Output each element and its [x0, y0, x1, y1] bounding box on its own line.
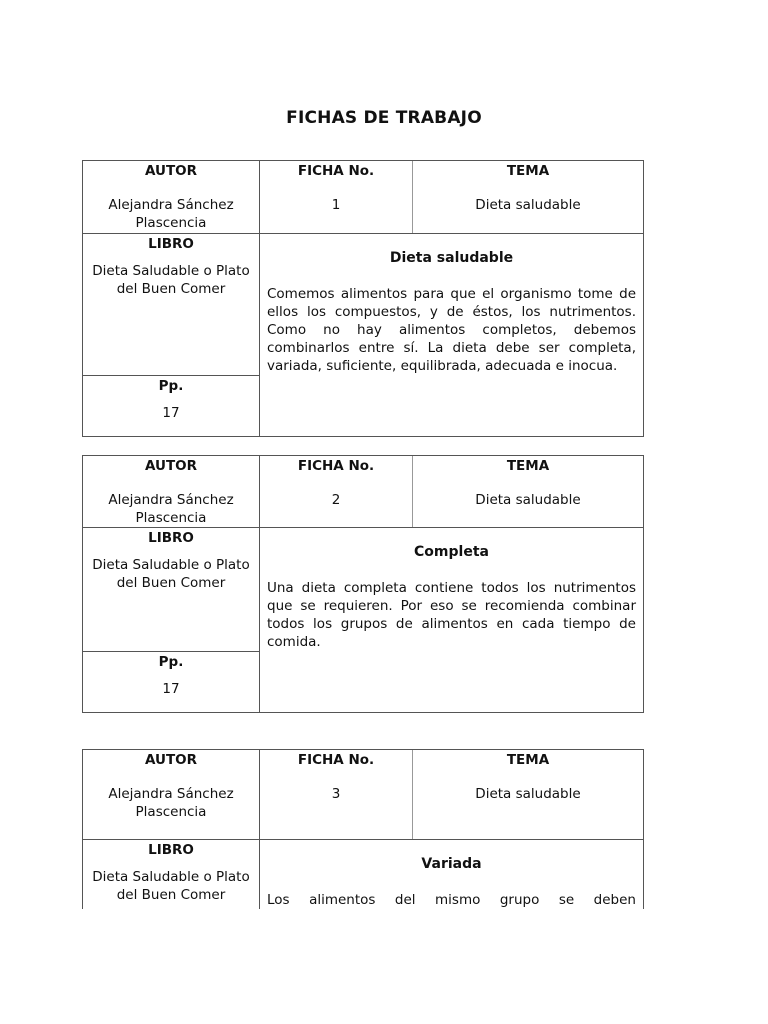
pp-value: 17 — [162, 405, 180, 421]
autor-cell — [83, 456, 260, 527]
content-text: Comemos alimentos para que el organismo tome de ellos los compuestos, y de éstos, los nutrimentos. Como no hay alimentos completos, debemos combinarlos entre sí. La dieta debe ser completa, variada, suficiente, equilibrada, adecuada e inocua. — [267, 286, 636, 374]
autor-cell — [83, 161, 260, 233]
ficha-card-1 — [82, 160, 644, 437]
autor-value: Alejandra Sánchez Plascencia — [108, 197, 234, 231]
tema-cell — [413, 456, 643, 527]
libro-cell — [83, 840, 259, 909]
content-subtitle: Dieta saludable — [389, 250, 514, 266]
tema-value: Dieta saludable — [475, 786, 581, 802]
ficha-value: 1 — [331, 197, 341, 213]
ficha-card-3 — [82, 749, 644, 909]
tema-value: Dieta saludable — [475, 197, 581, 213]
libro-cell — [83, 234, 259, 376]
autor-label: AUTOR — [144, 163, 198, 179]
content-text: Una dieta completa contiene todos los nutrimentos que se requieren. Por eso se recomienda combinar todos los grupos de alimentos en cada tiempo de comida. — [267, 580, 636, 650]
ficha-cell — [260, 750, 413, 839]
libro-value: Dieta Saludable o Plato del Buen Comer — [92, 869, 250, 903]
ficha-card-2 — [82, 455, 644, 713]
autor-label: AUTOR — [144, 752, 198, 768]
ficha-label: FICHA No. — [297, 163, 375, 179]
tema-value: Dieta saludable — [475, 492, 581, 508]
ficha-cell — [260, 161, 413, 233]
libro-value: Dieta Saludable o Plato del Buen Comer — [92, 263, 250, 297]
tema-cell — [413, 161, 643, 233]
libro-value: Dieta Saludable o Plato del Buen Comer — [92, 557, 250, 591]
libro-cell — [83, 528, 259, 652]
content-subtitle: Completa — [414, 544, 489, 560]
ficha-cell — [260, 456, 413, 527]
ficha-label: FICHA No. — [297, 458, 375, 474]
libro-label: LIBRO — [148, 842, 194, 858]
autor-label: AUTOR — [144, 458, 198, 474]
autor-value: Alejandra Sánchez Plascencia — [108, 492, 234, 526]
tema-label: TEMA — [506, 458, 550, 474]
tema-cell — [413, 750, 643, 839]
page-title: FICHAS DE TRABAJO — [286, 108, 482, 128]
content-cell — [260, 234, 643, 437]
pp-cell — [83, 652, 259, 713]
pp-value: 17 — [162, 681, 180, 697]
content-cell — [260, 840, 643, 909]
pp-label: Pp. — [158, 378, 184, 394]
tema-label: TEMA — [506, 752, 550, 768]
autor-value: Alejandra Sánchez Plascencia — [108, 786, 234, 820]
pp-cell — [83, 376, 259, 437]
content-cell — [260, 528, 643, 713]
tema-label: TEMA — [506, 163, 550, 179]
libro-label: LIBRO — [148, 236, 194, 252]
ficha-label: FICHA No. — [297, 752, 375, 768]
ficha-value: 3 — [331, 786, 341, 802]
libro-label: LIBRO — [148, 530, 194, 546]
content-text: Los alimentos del mismo grupo se deben — [267, 892, 636, 908]
ficha-value: 2 — [331, 492, 341, 508]
content-subtitle: Variada — [421, 856, 482, 872]
pp-label: Pp. — [158, 654, 184, 670]
autor-cell — [83, 750, 260, 839]
